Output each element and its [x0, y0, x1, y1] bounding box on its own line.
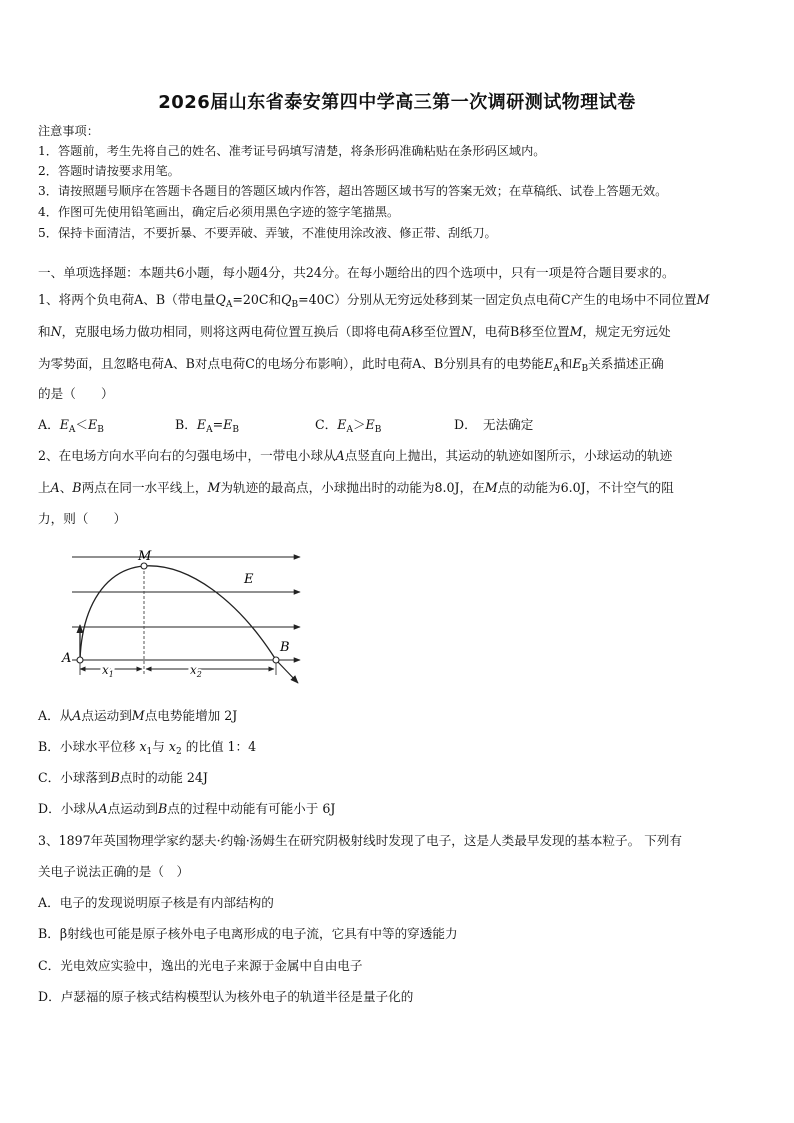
- q2-text: 点的动能为6.0J，不计空气的阻: [497, 480, 674, 495]
- option-letter: B．: [175, 417, 197, 432]
- option-subscript: 2: [176, 747, 182, 757]
- option-text: 点时的动能 24J: [119, 770, 208, 785]
- option-symbol: E: [59, 417, 69, 432]
- q1-line-1: [38, 292, 760, 308]
- q2-option-b[interactable]: [38, 739, 256, 755]
- label-x2: [190, 663, 202, 679]
- q2-symbol: A: [50, 480, 60, 495]
- q1-symbol: Q: [215, 292, 226, 307]
- notice-item-2: 2．答题时请按要求用笔。: [38, 164, 180, 178]
- q2-text: 、: [59, 480, 73, 495]
- label-x1: [102, 663, 114, 679]
- option-subscript: A: [68, 425, 76, 435]
- q1-text: =20C和: [232, 292, 282, 307]
- q2-option-d[interactable]: [38, 801, 335, 817]
- q1-text: ，电荷B移至位置: [472, 324, 570, 339]
- label-x1-letter: x: [102, 663, 109, 677]
- option-operator: ＜: [75, 417, 88, 432]
- q2-line-2: [38, 480, 760, 496]
- point-a: [77, 657, 83, 663]
- option-symbol: M: [131, 708, 145, 723]
- notice-heading: 注意事项：: [38, 124, 99, 138]
- option-operator: ＞: [352, 417, 366, 432]
- option-subscript: B: [97, 425, 104, 435]
- q1-text: 关系描述正确: [588, 356, 664, 371]
- q2-symbol: M: [207, 480, 221, 495]
- option-subscript: A: [206, 425, 213, 435]
- q3-option-c[interactable]: C．光电效应实验中，逸出的光电子来源于金属中自由电子: [38, 958, 363, 973]
- option-text: D．小球从: [38, 801, 99, 816]
- option-text: 点运动到: [81, 708, 132, 723]
- q1-line-2: [38, 324, 760, 340]
- option-symbol: A: [98, 801, 108, 816]
- option-subscript: A: [346, 425, 353, 435]
- option-text: 点运动到: [107, 801, 158, 816]
- q3-line-1: 3、1897年英国物理学家约瑟夫·约翰·汤姆生在研究阴极射线时发现了电子，这是人类最早发现的基本粒子。 下列有: [38, 833, 682, 848]
- q1-symbol: E: [572, 356, 582, 371]
- q2-text: 为轨迹的最高点，小球抛出时的动能为8.0J，在: [220, 480, 485, 495]
- label-m: M: [138, 549, 152, 564]
- label-x2-sub: 2: [196, 670, 202, 679]
- option-text: 点的过程中动能有可能小于 6J: [167, 801, 336, 816]
- option-symbol: E: [223, 417, 233, 432]
- q1-line-4: 的是（ ）: [38, 386, 114, 401]
- option-subscript: B: [374, 425, 382, 435]
- q1-option-c[interactable]: [315, 417, 381, 433]
- q1-text: ，克服电场力做功相同，则将这两电荷位置互换后（即将电荷A移至位置: [61, 324, 462, 339]
- option-symbol: x: [139, 739, 147, 754]
- q3-option-a[interactable]: A．电子的发现说明原子核是有内部结构的: [38, 895, 274, 910]
- page-title: 2026届山东省泰安第四中学高三第一次调研测试物理试卷: [158, 92, 636, 113]
- q2-text: 两点在同一水平线上，: [81, 480, 208, 495]
- option-symbol: B: [157, 801, 168, 816]
- q2-line-3: 力，则（ ）: [38, 511, 127, 526]
- label-a: A: [62, 651, 72, 666]
- q1-symbol: Q: [281, 292, 292, 307]
- option-symbol: B: [110, 770, 120, 785]
- option-symbol: A: [72, 708, 82, 723]
- option-symbol: E: [365, 417, 375, 432]
- q2-line-1: [38, 448, 760, 464]
- q1-subscript: A: [225, 300, 233, 310]
- q1-symbol: N: [461, 324, 473, 339]
- notice-item-1: 1．答题前，考生先将自己的姓名、准考证号码填写清楚，将条形码准确粘贴在条形码区域内。: [38, 144, 546, 158]
- q1-symbol: E: [544, 356, 554, 371]
- q3-line-2: 关电子说法正确的是（ ）: [38, 864, 190, 879]
- trajectory-continuation: [276, 660, 298, 683]
- option-text: 与: [152, 739, 165, 754]
- q1-subscript: A: [553, 364, 560, 374]
- q1-option-a[interactable]: [38, 417, 104, 433]
- trajectory-figure: [58, 545, 308, 690]
- option-operator: =: [212, 417, 224, 432]
- option-symbol: E: [337, 417, 347, 432]
- option-subscript: B: [232, 425, 239, 435]
- q2-symbol: B: [72, 480, 82, 495]
- q2-text: 上: [38, 480, 51, 495]
- q1-symbol: M: [696, 292, 710, 307]
- option-text: C．小球落到: [38, 770, 111, 785]
- option-letter: C．: [315, 417, 338, 432]
- q1-text: 和: [559, 356, 573, 371]
- option-symbol: x: [168, 739, 176, 754]
- q1-option-d[interactable]: D． 无法确定: [454, 417, 534, 432]
- option-text: 的比值 1：4: [185, 739, 257, 754]
- q2-option-c[interactable]: [38, 770, 208, 786]
- q1-text: 为零势面，且忽略电荷A、B对点电荷C的电场分布影响），此时电荷A、B分别具有的电势能: [38, 356, 545, 371]
- q1-text: 和: [38, 324, 51, 339]
- q2-text: 2、在电场方向水平向右的匀强电场中，一带电小球从: [38, 448, 336, 463]
- q2-symbol: M: [484, 480, 498, 495]
- notice-item-3: 3．请按照题号顺序在答题卡各题目的答题区域内作答，超出答题区域书写的答案无效；在草稿纸、试卷上答题无效。: [38, 184, 668, 198]
- label-x1-sub: 1: [108, 670, 114, 679]
- q2-symbol: A: [335, 448, 345, 463]
- label-b: B: [280, 640, 290, 655]
- q1-subscript: B: [581, 364, 589, 374]
- q1-symbol: N: [50, 324, 62, 339]
- option-symbol: E: [88, 417, 98, 432]
- option-text: B．小球水平位移: [38, 739, 136, 754]
- label-x2-letter: x: [190, 663, 197, 677]
- section-heading: 一、单项选择题：本题共6小题，每小题4分，共24分。在每小题给出的四个选项中，只有一项是符合题目要求的。: [38, 265, 675, 280]
- option-text: 点电势能增加 2J: [144, 708, 238, 723]
- label-e: E: [244, 572, 254, 587]
- q1-line-3: [38, 356, 760, 372]
- q1-text: =40C）分别从无穷远处移到某一固定负点电荷C产生的电场中不同位置: [298, 292, 697, 307]
- q3-option-b[interactable]: B．β射线也可能是原子核外电子电离形成的电子流，它具有中等的穿透能力: [38, 926, 458, 941]
- option-symbol: E: [196, 417, 207, 432]
- q1-symbol: M: [569, 324, 583, 339]
- point-b: [273, 657, 279, 663]
- option-subscript: 1: [146, 747, 153, 757]
- q2-text: 点竖直向上抛出，其运动的轨迹如图所示，小球运动的轨迹: [344, 448, 673, 463]
- q1-text: 1、将两个负电荷A、B（带电量: [38, 292, 216, 307]
- q1-subscript: B: [291, 300, 299, 310]
- option-text: A．从: [38, 708, 73, 723]
- q2-option-a[interactable]: [38, 708, 237, 724]
- option-letter: A．: [38, 417, 60, 432]
- q1-text: ，规定无穷远处: [582, 324, 671, 339]
- notice-item-4: 4．作图可先使用铅笔画出，确定后必须用黑色字迹的签字笔描黑。: [38, 205, 400, 219]
- q3-option-d[interactable]: D．卢瑟福的原子核式结构模型认为核外电子的轨道半径是量子化的: [38, 989, 414, 1004]
- notice-item-5: 5．保持卡面清洁，不要折暴、不要弄破、弄皱，不准使用涂改液、修正带、刮纸刀。: [38, 226, 497, 240]
- q1-option-b[interactable]: [175, 417, 239, 433]
